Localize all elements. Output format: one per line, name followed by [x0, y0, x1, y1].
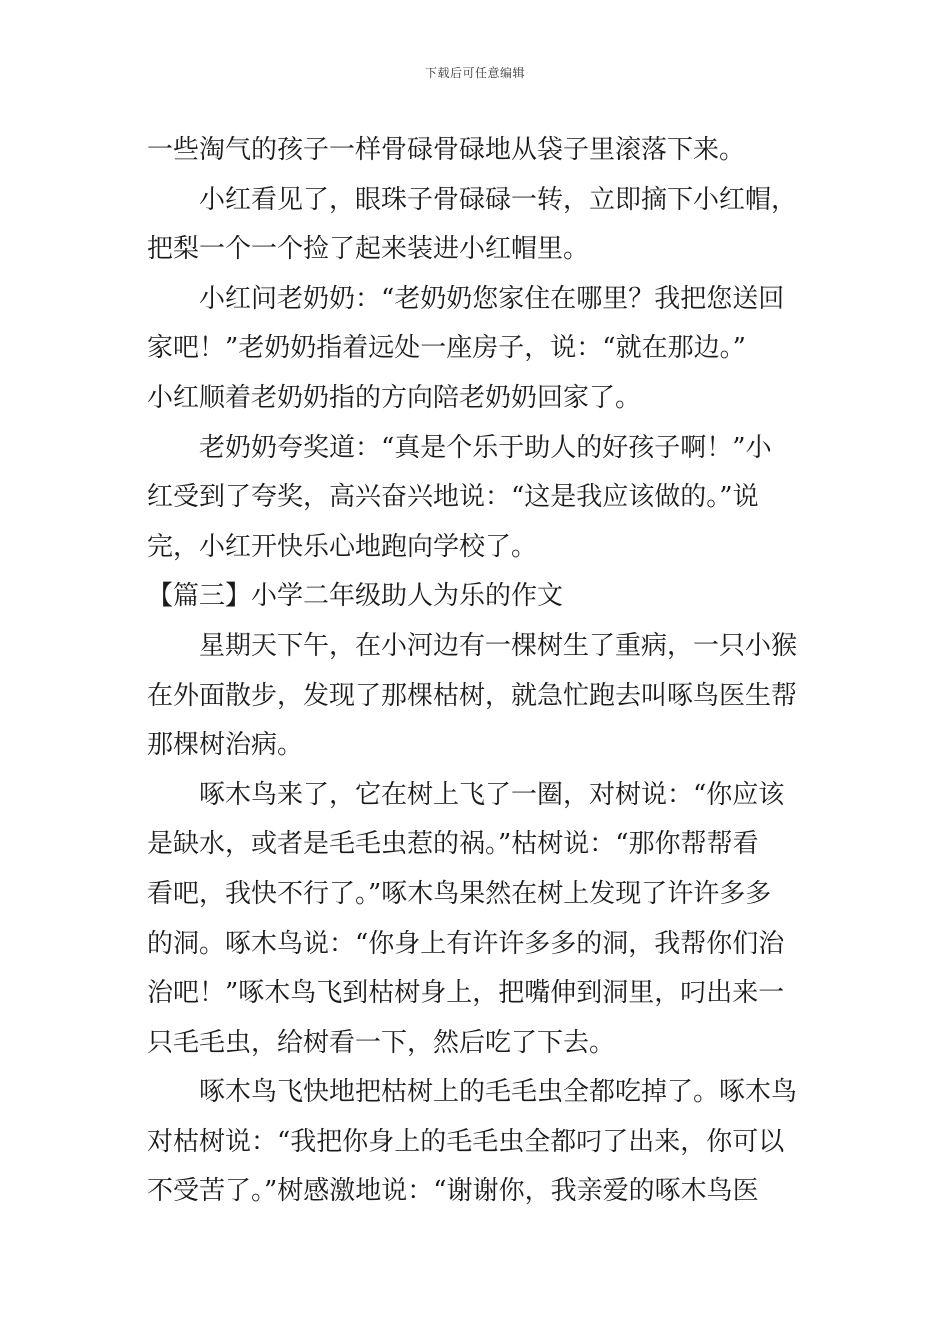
text-line: 小红看见了，眼珠子骨碌碌一转，立即摘下小红帽，	[199, 184, 798, 215]
text-line: 红受到了夸奖，高兴奋兴地说：“这是我应该做的。”说	[147, 482, 759, 513]
text-line: 不受苦了。”树感激地说：“谢谢你，我亲爱的啄木鸟医	[147, 1176, 759, 1207]
text-line: 老奶奶夸奖道：“真是个乐于助人的好孩子啊！”小	[199, 432, 772, 463]
text-line: 在外面散步，发现了那棵枯树，就急忙跑去叫啄鸟医生帮	[147, 680, 798, 711]
text-line: 完，小红开快乐心地跑向学校了。	[147, 531, 538, 562]
text-line: 【篇三】小学二年级助人为乐的作文	[147, 581, 564, 612]
text-line: 是缺水，或者是毛毛虫惹的祸。”枯树说：“那你帮帮看	[147, 829, 759, 860]
text-line: 治吧！”啄木鸟飞到枯树身上，把嘴伸到洞里，叼出来一	[147, 978, 785, 1009]
text-line: 啄木鸟来了，它在树上飞了一圈，对树说：“你应该	[199, 779, 785, 810]
text-line: 那棵树治病。	[147, 730, 304, 761]
text-line: 啄木鸟飞快地把枯树上的毛毛虫全都吃掉了。啄木鸟	[199, 1077, 798, 1108]
text-line: 一些淘气的孩子一样骨碌骨碌地从袋子里滚落下来。	[147, 135, 746, 165]
text-line: 把梨一个一个捡了起来装进小红帽里。	[147, 234, 590, 265]
text-line: 星期天下午，在小河边有一棵树生了重病，一只小猴	[199, 630, 798, 661]
text-line: 小红问老奶奶：“老奶奶您家住在哪里？我把您送回	[199, 283, 785, 314]
text-line: 只毛毛虫，给树看一下，然后吃了下去。	[147, 1027, 616, 1058]
page-header: 下载后可任意编辑	[424, 66, 525, 80]
document-body	[147, 126, 807, 1217]
text-line: 看吧，我快不行了。”啄木鸟果然在树上发现了许许多多	[147, 878, 772, 909]
text-line: 对枯树说：“我把你身上的毛毛虫全都叼了出来，你可以	[147, 1126, 785, 1157]
text-line: 小红顺着老奶奶指的方向陪老奶奶回家了。	[147, 382, 642, 413]
text-line: 的洞。啄木鸟说：“你身上有许许多多的洞，我帮你们治	[147, 928, 785, 959]
text-line: 家吧！”老奶奶指着远处一座房子，说：“就在那边。”	[147, 333, 746, 364]
